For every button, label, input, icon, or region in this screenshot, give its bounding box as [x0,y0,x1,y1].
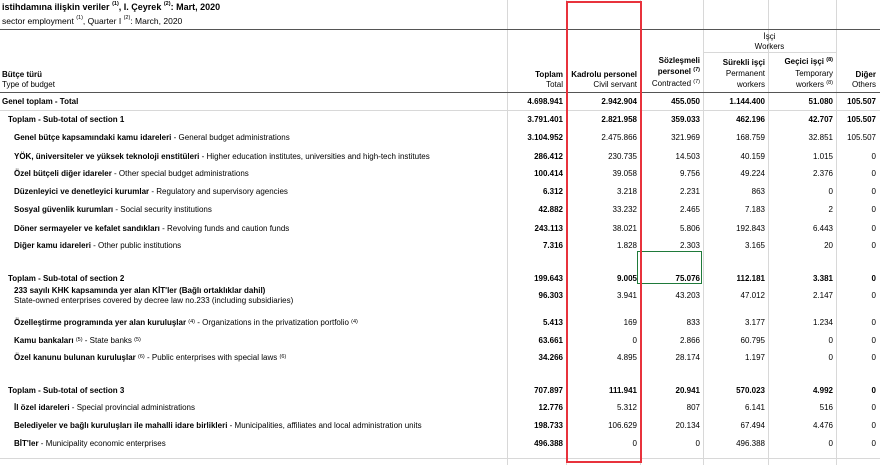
cell-temporary[interactable]: 2.376 [812,169,833,178]
row-label-tr: Döner sermayeler ve kefalet sandıkları [14,224,160,233]
row-label [14,403,195,413]
cell-others[interactable]: 0 [871,241,876,250]
cell-permanent[interactable]: 6.141 [744,403,765,412]
title-en-date: : March, 2020 [130,16,183,26]
row-label-tr: İl özel idareleri [14,403,70,412]
cell-civil[interactable]: 3.218 [616,187,637,196]
cell-contracted[interactable]: 2.866 [679,336,700,345]
cell-permanent[interactable]: 863 [751,187,765,196]
cell-total[interactable]: 5.413 [542,318,563,327]
cell-others[interactable]: 0 [871,318,876,327]
row-label-tr: BİT'ler [14,439,39,448]
cell-contracted[interactable]: 43.203 [675,291,700,300]
page-title [2,2,220,12]
cell-temporary[interactable]: 0 [828,336,833,345]
title-en: sector employment [2,16,74,26]
cell-temporary[interactable]: 42.707 [808,115,833,124]
cell-temporary[interactable]: 1.015 [812,152,833,161]
row-label-en: - Higher education institutes, universities and high-tech institutes [199,152,430,161]
row-label-en: - Revolving funds and caution funds [159,224,290,233]
title-tr-date: : Mart, 2020 [170,2,221,12]
cell-contracted[interactable]: 833 [686,318,700,327]
cell-permanent[interactable]: 1.197 [744,353,765,362]
col-header-others-en: Others [851,80,876,89]
cell-permanent[interactable]: 112.181 [736,274,765,283]
cell-permanent[interactable]: 49.224 [740,169,765,178]
cell-contracted[interactable]: 0 [695,439,700,448]
col-header-others-tr: Diğer [855,70,876,79]
col-header-contracted-tr1: Sözleşmeli [658,56,700,65]
cell-civil[interactable]: 111.941 [608,386,637,395]
col-header-temporary-en2-text: workers [796,80,825,89]
col-header-permanent-en2: workers [736,80,765,89]
cell-total[interactable]: 100.414 [534,169,563,178]
col-header-workers-tr: İşçi [763,32,776,41]
cell-temporary[interactable]: 2 [828,205,833,214]
row-label [14,241,181,251]
cell-civil[interactable]: 1.828 [616,241,637,250]
row-label [14,439,166,449]
col-header-contracted-en-text: Contracted [651,79,692,88]
cell-contracted[interactable]: 20.941 [675,386,700,395]
row-label-en: - Other public institutions [90,241,182,250]
cell-permanent[interactable]: 192.843 [736,224,765,233]
cell-temporary[interactable]: 51.080 [808,97,833,106]
row-label-tr: Sosyal güvenlik kurumları [14,205,114,214]
row-label-tr: Özel bütçeli diğer idareler [14,169,112,178]
col-header-temporary-en2 [768,80,833,89]
cell-total[interactable]: 6.312 [542,187,563,196]
title-footnote: (1) [76,15,83,21]
cell-civil[interactable]: 0 [632,336,637,345]
highlight-box [566,1,642,463]
header-bottom-border [0,92,880,93]
cell-civil[interactable]: 39.058 [612,169,637,178]
cell-others[interactable]: 0 [871,386,876,395]
cell-permanent[interactable]: 40.159 [740,152,765,161]
cell-temporary[interactable]: 3.381 [812,274,833,283]
cell-temporary[interactable]: 4.476 [812,421,833,430]
col-header-total-tr: Toplam [535,70,563,79]
cell-permanent[interactable]: 67.494 [740,421,765,430]
row-label-text: Toplam - Sub-total of section 3 [8,386,125,395]
cell-contracted[interactable]: 2.465 [679,205,700,214]
row-label [8,386,124,396]
row-label [14,169,249,179]
col-header-contracted-en [640,79,700,88]
row-label [14,133,290,143]
row-footnote: (4) [188,319,196,325]
row-label [14,187,288,197]
cell-temporary[interactable]: 32.851 [808,133,833,142]
col-header-budget-type-en: Type of budget [2,80,55,89]
row-label-en: - Public enterprises with special laws [144,353,278,362]
cell-civil[interactable]: 169 [623,318,637,327]
row-label [8,274,124,284]
cell-contracted[interactable]: 9.756 [679,169,700,178]
cell-permanent[interactable]: 462.196 [736,115,765,124]
row-label-en: - Other special budget administrations [111,169,249,178]
title-footnote: (1) [112,1,119,7]
row-label-tr: Kamu bankaları [14,336,74,345]
title-footnote: (2) [123,15,131,21]
row-label [14,152,430,162]
cell-others[interactable]: 0 [871,403,876,412]
cell-civil[interactable]: 2.942.904 [601,97,637,106]
row-label [2,97,78,107]
row-label-en: - Social security institutions [113,205,212,214]
row-label-en: - Organizations in the privatization portfolio [195,318,349,327]
header-top-border [0,29,880,30]
cell-contracted[interactable]: 20.134 [675,421,700,430]
row-label-tr: Özel kanunu bulunan kuruluşlar [14,353,136,362]
cell-total[interactable]: 3.104.952 [527,133,563,142]
row-label [14,286,293,306]
cell-temporary[interactable]: 20 [824,241,833,250]
row-label-en: - Municipalities, affiliates and local administration units [227,421,422,430]
cell-others[interactable]: 105.507 [847,97,876,106]
row-label-tr: Düzenleyici ve denetleyici kurumlar [14,187,150,196]
cell-permanent[interactable]: 168.759 [736,133,765,142]
col-header-civil-en: Civil servant [593,80,637,89]
cell-civil[interactable]: 4.895 [616,353,637,362]
row-footnote: (6) [138,354,145,360]
col-footnote: (7) [693,79,700,85]
cell-others[interactable]: 105.507 [847,115,876,124]
row-label-en: State-owned enterprises covered by decree law no.233 (including subsidiaries) [14,296,294,305]
cell-others[interactable]: 0 [871,421,876,430]
grid-line [0,458,880,459]
cell-total[interactable]: 3.791.401 [527,115,563,124]
cell-temporary[interactable]: 6.443 [812,224,833,233]
page-subtitle [2,16,182,26]
title-footnote: (2) [163,1,171,7]
row-label-tr: YÖK, üniversiteler ve yüksek teknoloji enstitüleri [14,152,200,161]
cell-civil[interactable]: 0 [632,439,637,448]
cell-permanent[interactable]: 60.795 [740,336,765,345]
cell-others[interactable]: 105.507 [847,133,876,142]
cell-others[interactable]: 0 [871,336,876,345]
cell-total[interactable]: 199.643 [534,274,563,283]
selected-cell[interactable] [637,251,702,284]
cell-civil[interactable]: 2.475.866 [601,133,637,142]
col-footnote: (7) [693,67,700,73]
cell-others[interactable]: 0 [871,353,876,362]
col-header-civil-tr: Kadrolu personel [571,70,637,79]
row-label-en: - Regulatory and supervisory agencies [149,187,288,196]
cell-others[interactable]: 0 [871,291,876,300]
col-header-total-en: Total [546,80,563,89]
row-footnote: (5) [75,337,83,343]
cell-permanent[interactable]: 47.012 [740,291,765,300]
row-label [14,336,141,346]
col-header-contracted-tr2-text: personel [657,67,692,76]
row-footnote: (4) [351,319,358,325]
cell-contracted[interactable]: 321.969 [671,133,700,142]
cell-total[interactable]: 96.303 [538,291,563,300]
cell-total[interactable]: 4.698.941 [527,97,563,106]
cell-total[interactable]: 243.113 [534,224,563,233]
col-header-temporary-tr [768,57,833,66]
row-label-tr: Diğer kamu idareleri [14,241,91,250]
cell-permanent[interactable]: 7.183 [744,205,765,214]
cell-temporary[interactable]: 0 [828,439,833,448]
row-label-tr: Belediyeler ve bağlı kuruluşları ile mahalli idare birlikleri [14,421,228,430]
cell-civil[interactable]: 230.735 [608,152,637,161]
cell-temporary[interactable]: 516 [819,403,833,412]
col-header-permanent-tr: Sürekli işçi [722,58,765,67]
row-label [14,205,212,215]
cell-others[interactable]: 0 [871,224,876,233]
cell-total[interactable]: 12.776 [538,403,563,412]
cell-others[interactable]: 0 [871,187,876,196]
title-tr: istihdamına ilişkin veriler [2,2,110,12]
cell-temporary[interactable]: 4.992 [812,386,833,395]
cell-contracted[interactable]: 807 [686,403,700,412]
cell-temporary[interactable]: 2.147 [812,291,833,300]
row-label [14,318,358,328]
col-header-temporary-en1: Temporary [795,69,833,78]
cell-temporary[interactable]: 1.234 [812,318,833,327]
title-en-quarter: , Quarter I [82,16,122,26]
cell-total[interactable]: 34.266 [538,353,563,362]
cell-contracted[interactable]: 5.806 [679,224,700,233]
col-header-contracted-tr2 [640,67,700,76]
col-footnote: (8) [826,80,833,86]
cell-civil[interactable]: 5.312 [616,403,637,412]
cell-total[interactable]: 286.412 [534,152,563,161]
row-label-text: Genel toplam - Total [2,97,79,106]
cell-total[interactable]: 7.316 [542,241,563,250]
cell-contracted[interactable]: 75.076 [675,274,700,283]
cell-contracted[interactable]: 28.174 [675,353,700,362]
cell-total[interactable]: 707.897 [534,386,563,395]
cell-civil[interactable]: 106.629 [608,421,637,430]
cell-others[interactable]: 0 [871,274,876,283]
row-label-tr: Genel bütçe kapsamındaki kamu idareleri [14,133,172,142]
cell-civil[interactable]: 2.821.958 [601,115,637,124]
cell-total[interactable]: 42.882 [538,205,563,214]
cell-contracted[interactable]: 14.503 [675,152,700,161]
row-footnote: (5) [134,337,141,343]
cell-contracted[interactable]: 359.033 [671,115,700,124]
title-tr-quarter: , I. Çeyrek [118,2,162,12]
grid-line [0,110,880,111]
cell-permanent[interactable]: 3.177 [744,318,765,327]
cell-contracted[interactable]: 455.050 [671,97,700,106]
cell-others[interactable]: 0 [871,439,876,448]
cell-total[interactable]: 496.388 [534,439,563,448]
cell-others[interactable]: 0 [871,169,876,178]
cell-civil[interactable]: 9.005 [616,274,637,283]
cell-others[interactable]: 0 [871,205,876,214]
row-label [8,115,124,125]
row-label-tr: 233 sayılı KHK kapsamında yer alan KİT'ler (Bağlı ortaklıklar dahil) [14,286,266,295]
cell-permanent[interactable]: 570.023 [736,386,765,395]
row-footnote: (6) [279,354,287,360]
col-header-workers-en: Workers [754,42,785,51]
cell-permanent[interactable]: 1.144.400 [729,97,765,106]
workers-subheader-line [703,52,836,53]
row-label-en: - Municipality economic enterprises [38,439,166,448]
row-label [14,353,286,363]
cell-permanent[interactable]: 496.388 [736,439,765,448]
row-label-en: - State banks [82,336,132,345]
row-label-en: - General budget administrations [171,133,290,142]
col-header-permanent-en1: Permanent [725,69,765,78]
row-label-text: Toplam - Sub-total of section 1 [8,115,125,124]
cell-civil[interactable]: 38.021 [612,224,637,233]
cell-civil[interactable]: 3.941 [616,291,637,300]
row-label-text: Toplam - Sub-total of section 2 [8,274,125,283]
cell-total[interactable]: 198.733 [534,421,563,430]
cell-temporary[interactable]: 0 [828,187,833,196]
cell-temporary[interactable]: 0 [828,353,833,362]
cell-permanent[interactable]: 3.165 [744,241,765,250]
cell-contracted[interactable]: 2.303 [679,241,700,250]
row-label-en: - Special provincial administrations [69,403,195,412]
row-label-tr: Özelleştirme programında yer alan kuruluşlar [14,318,187,327]
col-footnote: (8) [826,57,833,63]
cell-civil[interactable]: 33.232 [612,205,637,214]
row-label [14,421,422,431]
col-header-temporary-tr-text: Geçici işçi [784,57,825,66]
cell-total[interactable]: 63.661 [538,336,563,345]
cell-contracted[interactable]: 2.231 [679,187,700,196]
col-header-budget-type-tr: Bütçe türü [2,70,42,79]
cell-others[interactable]: 0 [871,152,876,161]
row-label [14,224,289,234]
